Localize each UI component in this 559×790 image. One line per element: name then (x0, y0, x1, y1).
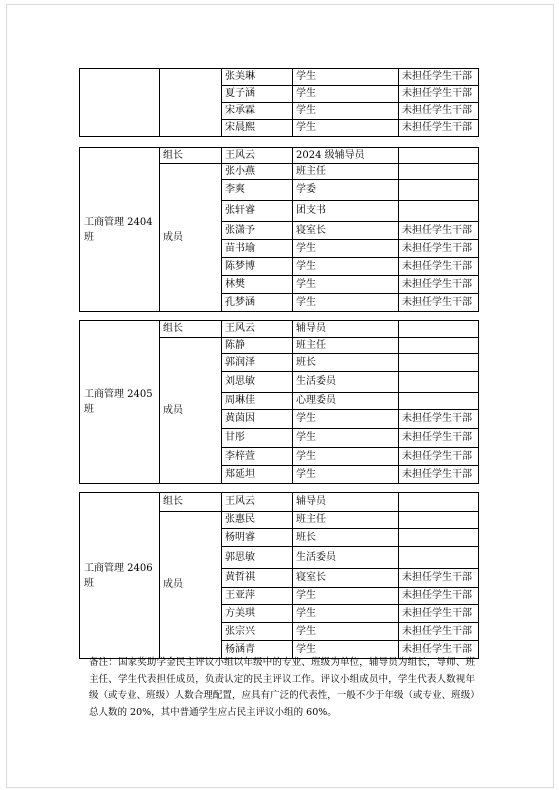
member-status: 未担任学生干部 (399, 623, 479, 641)
member-status: 未担任学生干部 (399, 258, 479, 276)
class-table-2404 (79, 147, 479, 312)
member-role: 学生 (293, 86, 399, 103)
member-status (399, 372, 479, 393)
remark-note: 备注：国家奖助学金民主评议小组以年级中的专业、班级为单位，辅导员为组长，导师、班主任、学生代表担任成员，负责认定的民主评议工作。评议小组成员中，学生代表人数视年级（或专业、班级）人数合理配置，应具有广泛的代表性，一般不少于年级（或专业、班级）总人数的 20%，其中普通学生应占民主评议小组的 60%。 (89, 657, 475, 718)
member-role: 学生 (293, 605, 399, 623)
class-table-2405 (79, 320, 479, 484)
leader-row (80, 321, 479, 338)
member-name: 宋承霖 (222, 103, 293, 120)
member-role: 学生 (293, 429, 399, 448)
member-label: 成员 (160, 164, 222, 312)
member-name: 甘彤 (222, 429, 293, 448)
member-status (399, 201, 479, 222)
member-status (399, 393, 479, 410)
member-name: 张惠民 (222, 512, 293, 529)
member-name: 李爽 (222, 180, 293, 201)
member-status (399, 338, 479, 354)
member-role: 学生 (293, 103, 399, 120)
member-role: 寝室长 (293, 569, 399, 588)
member-name: 宋晨熙 (222, 120, 293, 137)
class-name: 工商管理 2404班 (80, 148, 160, 312)
member-role: 班主任 (293, 512, 399, 529)
member-role: 学生 (293, 120, 399, 137)
member-status: 未担任学生干部 (399, 69, 479, 86)
leader-label: 组长 (160, 148, 222, 164)
member-status: 未担任学生干部 (399, 448, 479, 466)
class-cell-empty (80, 69, 160, 137)
member-status: 未担任学生干部 (399, 276, 479, 294)
member-name: 方美琪 (222, 605, 293, 623)
class-name: 工商管理 2405班 (80, 321, 160, 484)
member-role: 团支书 (293, 201, 399, 222)
leader-label: 组长 (160, 493, 222, 512)
member-name: 李梓萱 (222, 448, 293, 466)
member-status: 未担任学生干部 (399, 410, 479, 429)
leader-status (399, 148, 479, 164)
member-status: 未担任学生干部 (399, 103, 479, 120)
member-name: 黄哲祺 (222, 569, 293, 588)
leader-name: 王风云 (222, 493, 293, 512)
member-role: 学生 (293, 69, 399, 86)
member-status (399, 354, 479, 372)
member-name: 杨涵青 (222, 641, 293, 659)
member-name: 郭思敏 (222, 547, 293, 569)
member-status: 未担任学生干部 (399, 120, 479, 137)
member-name: 孔梦涵 (222, 294, 293, 312)
member-name: 黄茵因 (222, 410, 293, 429)
member-label: 成员 (160, 512, 222, 659)
member-status: 未担任学生干部 (399, 569, 479, 588)
member-role: 学生 (293, 588, 399, 605)
member-role: 班主任 (293, 164, 399, 180)
member-status: 未担任学生干部 (399, 240, 479, 258)
member-role: 心理委员 (293, 393, 399, 410)
leader-row (80, 148, 479, 164)
member-status: 未担任学生干部 (399, 222, 479, 240)
member-name: 刘思敏 (222, 372, 293, 393)
member-role: 学生 (293, 258, 399, 276)
member-role: 生活委员 (293, 547, 399, 569)
member-role: 学生 (293, 410, 399, 429)
leader-name: 王风云 (222, 321, 293, 338)
class-table-2406 (79, 492, 479, 659)
member-role: 班主任 (293, 338, 399, 354)
continuation-table (79, 68, 479, 137)
member-status: 未担任学生干部 (399, 605, 479, 623)
member-name: 林樊 (222, 276, 293, 294)
member-status: 未担任学生干部 (399, 429, 479, 448)
leader-status (399, 321, 479, 338)
member-role: 学生 (293, 641, 399, 659)
member-name: 张潇予 (222, 222, 293, 240)
member-name: 周琳佳 (222, 393, 293, 410)
member-role: 学生 (293, 294, 399, 312)
member-status (399, 547, 479, 569)
leader-label: 组长 (160, 321, 222, 338)
member-name: 陈静 (222, 338, 293, 354)
member-status (399, 529, 479, 547)
leader-role: 辅导员 (293, 321, 399, 338)
member-role: 班长 (293, 529, 399, 547)
member-role: 生活委员 (293, 372, 399, 393)
member-name: 王亚萍 (222, 588, 293, 605)
member-role: 学生 (293, 448, 399, 466)
member-name: 张小燕 (222, 164, 293, 180)
member-status: 未担任学生干部 (399, 588, 479, 605)
member-status (399, 164, 479, 180)
member-name: 郭润泽 (222, 354, 293, 372)
class-name: 工商管理 2406班 (80, 493, 160, 659)
member-status: 未担任学生干部 (399, 86, 479, 103)
member-status: 未担任学生干部 (399, 641, 479, 659)
leader-row (80, 493, 479, 512)
member-name: 郑延坦 (222, 466, 293, 484)
member-status (399, 512, 479, 529)
member-role: 班长 (293, 354, 399, 372)
member-name: 陈梦博 (222, 258, 293, 276)
leader-name: 王风云 (222, 148, 293, 164)
member-status (399, 180, 479, 201)
member-name: 杨明睿 (222, 529, 293, 547)
member-role: 学生 (293, 466, 399, 484)
member-name: 张轩睿 (222, 201, 293, 222)
leader-role: 2024 级辅导员 (293, 148, 399, 164)
member-role: 学生 (293, 276, 399, 294)
leader-role: 辅导员 (293, 493, 399, 512)
group-cell-empty (160, 69, 222, 137)
member-status: 未担任学生干部 (399, 466, 479, 484)
member-name: 夏子涵 (222, 86, 293, 103)
member-name: 张美琳 (222, 69, 293, 86)
table-row (80, 69, 479, 86)
member-name: 苗书瑜 (222, 240, 293, 258)
leader-status (399, 493, 479, 512)
member-role: 寝室长 (293, 222, 399, 240)
member-role: 学委 (293, 180, 399, 201)
member-status: 未担任学生干部 (399, 294, 479, 312)
member-role: 学生 (293, 240, 399, 258)
member-name: 张宗兴 (222, 623, 293, 641)
member-label: 成员 (160, 338, 222, 484)
member-role: 学生 (293, 623, 399, 641)
